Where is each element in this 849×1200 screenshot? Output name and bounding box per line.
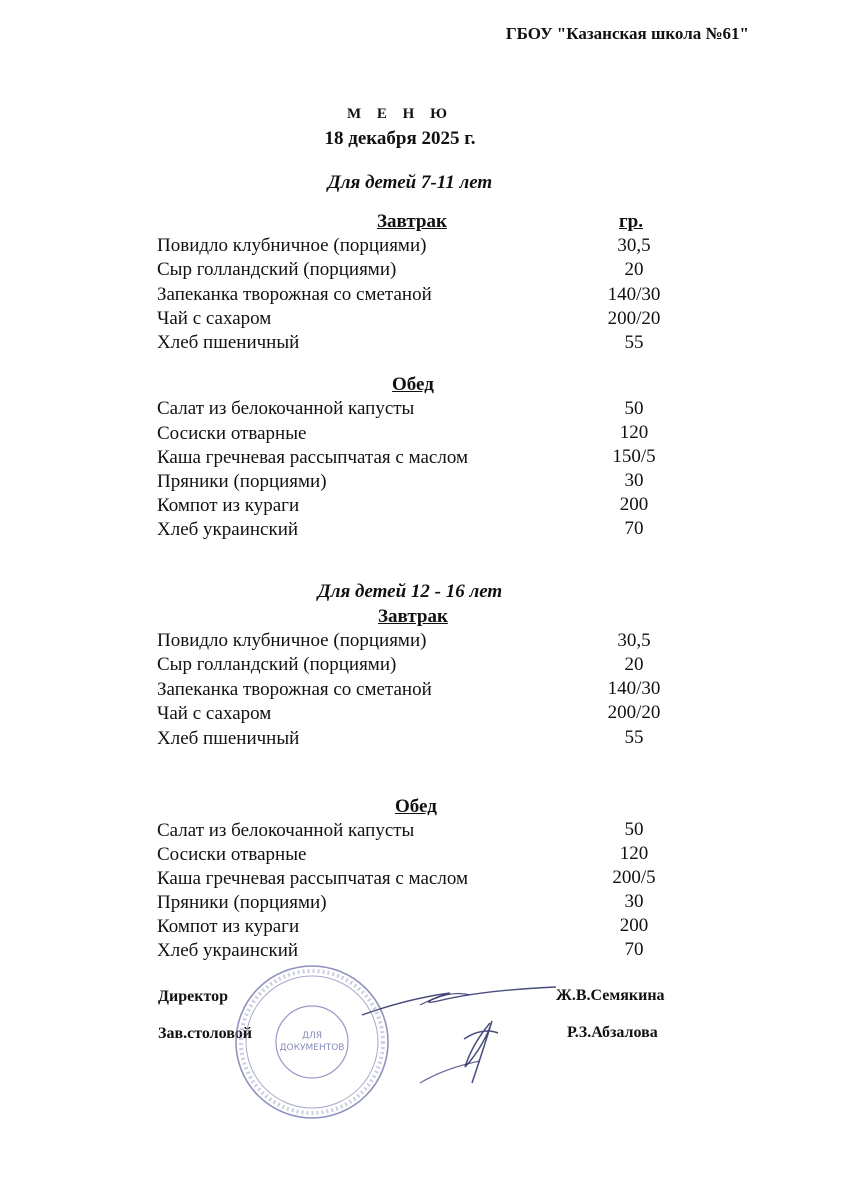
dish-qty: 20	[624, 259, 644, 280]
dish-name: Компот из кураги	[157, 916, 300, 937]
organization-name: ГБОУ "Казанская школа №61"	[505, 24, 749, 43]
signature-name-canteen-head: Р.З.Абзалова	[567, 1024, 658, 1041]
dish-name: Сыр голландский (порциями)	[157, 259, 397, 280]
dish-qty: 140/30	[607, 284, 661, 305]
dish-qty: 20	[624, 654, 644, 675]
meal-title-breakfast: Завтрак	[378, 606, 448, 627]
dish-qty: 50	[624, 398, 644, 419]
dish-name: Салат из белокочанной капусты	[157, 398, 415, 419]
meal-title-lunch: Обед	[395, 796, 437, 817]
dish-name: Чай с сахаром	[157, 703, 272, 724]
dish-qty: 30	[624, 470, 644, 491]
dish-qty: 200	[619, 494, 649, 515]
dish-name: Сосиски отварные	[157, 844, 307, 865]
signature-role-director: Директор	[158, 988, 228, 1005]
age-group-title: Для детей 12 - 16 лет	[317, 581, 503, 602]
dish-name: Компот из кураги	[157, 495, 300, 516]
signature-name-director: Ж.В.Семякина	[556, 987, 665, 1004]
dish-name: Каша гречневая рассыпчатая с маслом	[157, 868, 468, 889]
dish-name: Сыр голландский (порциями)	[157, 654, 397, 675]
svg-text:ДОКУМЕНТОВ: ДОКУМЕНТОВ	[279, 1043, 345, 1053]
dish-name: Хлеб пшеничный	[157, 332, 300, 353]
menu-title: М Е Н Ю	[347, 106, 453, 122]
dish-qty: 55	[624, 727, 644, 748]
dish-name: Хлеб украинский	[157, 940, 299, 961]
dish-qty: 200/20	[607, 702, 661, 723]
dish-name: Пряники (порциями)	[157, 892, 327, 913]
handwritten-signature	[360, 975, 560, 1090]
dish-name: Каша гречневая рассыпчатая с маслом	[157, 447, 468, 468]
dish-qty: 120	[619, 422, 649, 443]
age-group-title: Для детей 7-11 лет	[327, 172, 493, 193]
signature-role-canteen-head: Зав.столовой	[158, 1025, 252, 1042]
dish-name: Сосиски отварные	[157, 423, 307, 444]
dish-qty: 55	[624, 332, 644, 353]
dish-qty: 30	[624, 891, 644, 912]
dish-qty: 30,5	[617, 630, 651, 651]
dish-name: Хлеб пшеничный	[157, 728, 300, 749]
menu-date: 18 декабря 2025 г.	[324, 128, 476, 149]
dish-name: Повидло клубничное (порциями)	[157, 235, 427, 256]
dish-name: Запеканка творожная со сметаной	[157, 284, 432, 305]
dish-name: Повидло клубничное (порциями)	[157, 630, 427, 651]
dish-qty: 200	[619, 915, 649, 936]
dish-name: Пряники (порциями)	[157, 471, 327, 492]
dish-name: Чай с сахаром	[157, 308, 272, 329]
meal-title-breakfast: Завтрак	[377, 211, 447, 232]
dish-qty: 30,5	[617, 235, 651, 256]
meal-title-lunch: Обед	[392, 374, 434, 395]
units-label: гр.	[619, 211, 643, 232]
dish-name: Запеканка творожная со сметаной	[157, 679, 432, 700]
dish-qty: 150/5	[612, 446, 656, 467]
dish-qty: 70	[624, 939, 644, 960]
dish-qty: 50	[624, 819, 644, 840]
svg-text:ДЛЯ: ДЛЯ	[301, 1031, 323, 1041]
dish-qty: 70	[624, 518, 644, 539]
dish-qty: 200/5	[612, 867, 656, 888]
dish-name: Хлеб украинский	[157, 519, 299, 540]
dish-name: Салат из белокочанной капусты	[157, 820, 415, 841]
dish-qty: 140/30	[607, 678, 661, 699]
dish-qty: 200/20	[607, 308, 661, 329]
dish-qty: 120	[619, 843, 649, 864]
